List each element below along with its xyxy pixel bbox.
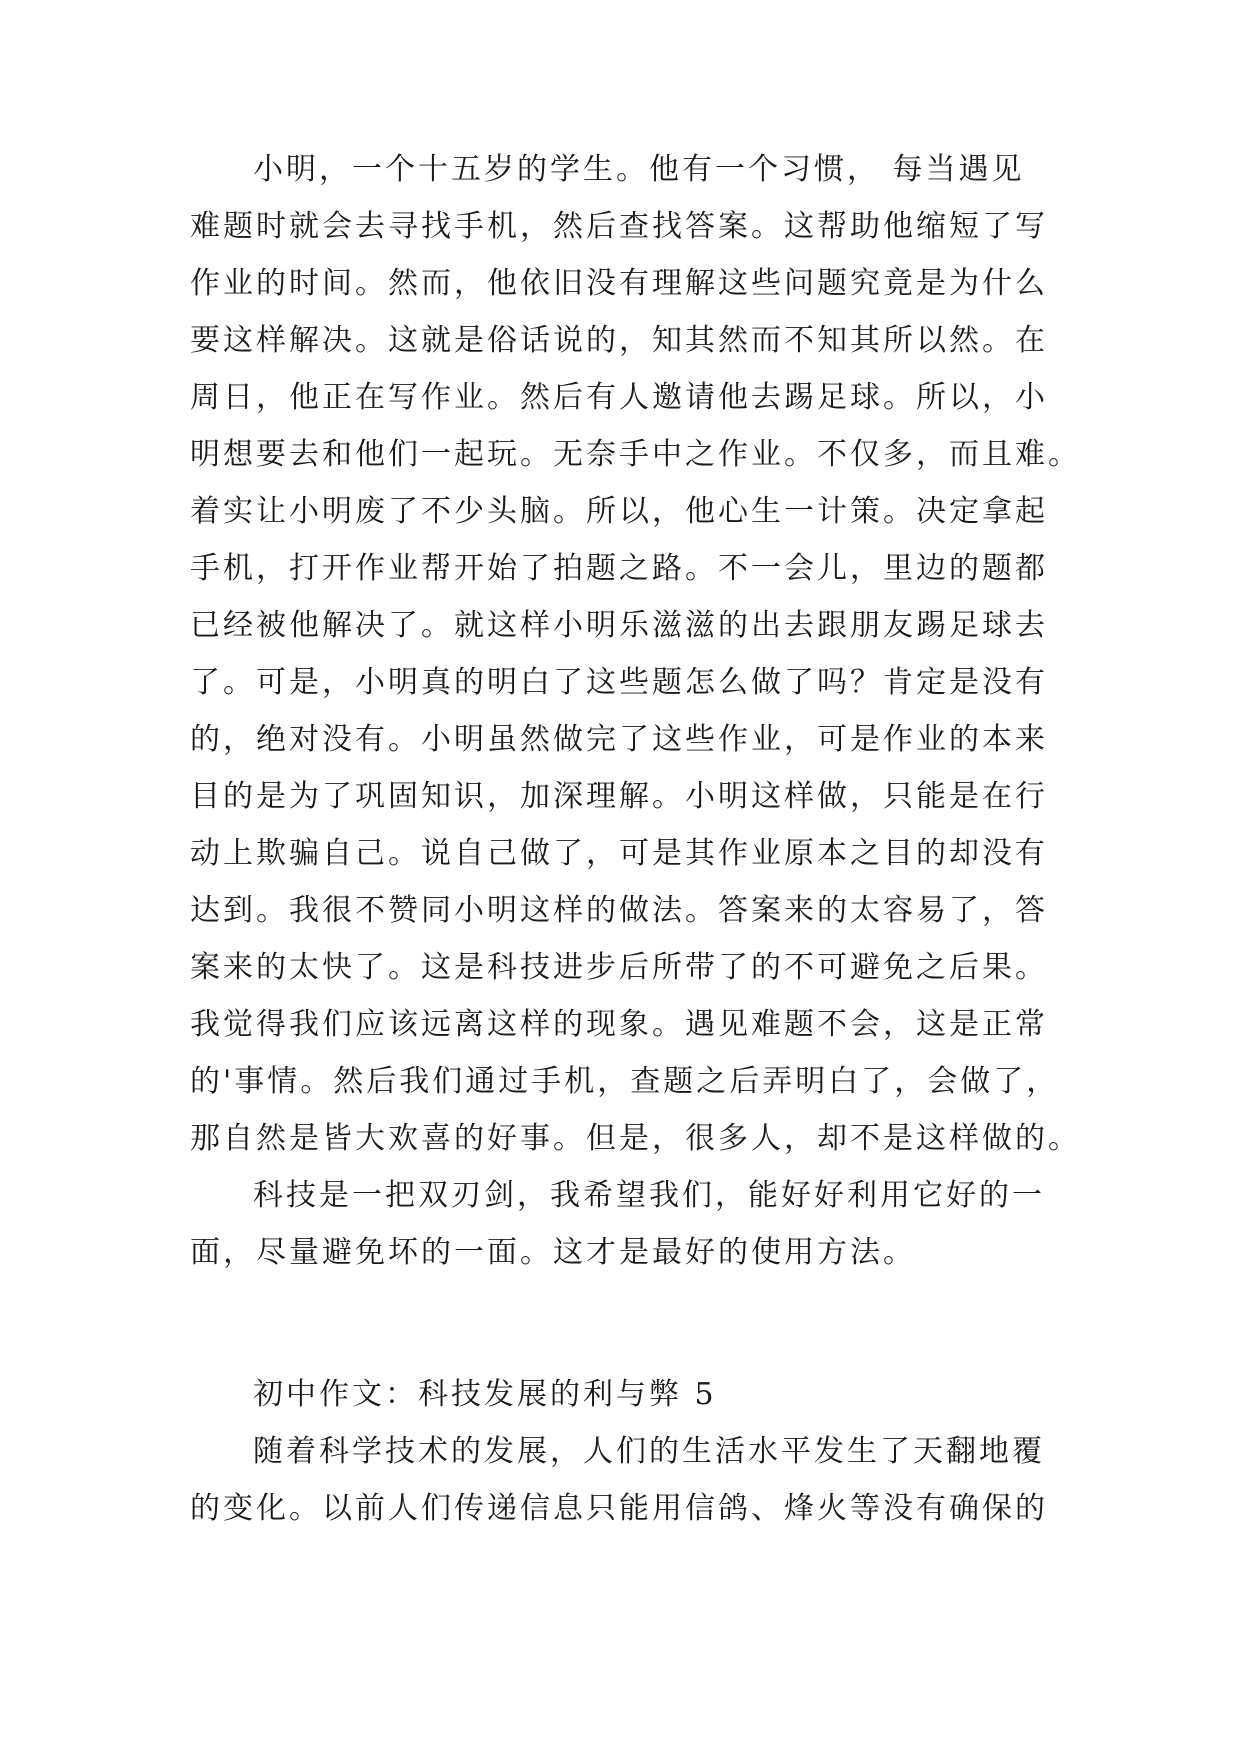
section-title: 初中作文：科技发展的利与弊 5: [253, 1377, 717, 1412]
text-line: 的，绝对没有。小明虽然做完了这些作业，可是作业的本来: [190, 722, 1048, 757]
text-line: 案来的太快了。这是科技进步后所带了的不可避免之后果。: [190, 950, 1048, 985]
text-line: 已经被他解决了。就这样小明乐滋滋的出去跟朋友踢足球去: [190, 608, 1048, 643]
text-line: 目的是为了巩固知识，加深理解。小明这样做，只能是在行: [190, 779, 1048, 814]
text-line: 小明，一个十五岁的学生。他有一个习惯， 每当遇见: [253, 152, 1025, 187]
text-line: 难题时就会去寻找手机，然后查找答案。这帮助他缩短了写: [190, 209, 1048, 244]
text-line: 着实让小明废了不少头脑。所以，他心生一计策。决定拿起: [190, 494, 1048, 529]
text-line: 的变化。以前人们传递信息只能用信鸽、烽火等没有确保的: [190, 1491, 1048, 1526]
text-line: 随着科学技术的发展，人们的生活水平发生了天翻地覆: [253, 1434, 1045, 1469]
text-line: 科技是一把双刃剑，我希望我们，能好好利用它好的一: [253, 1178, 1045, 1213]
text-line: 手机，打开作业帮开始了拍题之路。不一会儿，里边的题都: [190, 551, 1048, 586]
text-line: 达到。我很不赞同小明这样的做法。答案来的太容易了，答: [190, 893, 1048, 928]
text-line: 那自然是皆大欢喜的好事。但是，很多人，却不是这样做的。: [190, 1121, 1081, 1156]
text-line: 的'事情。然后我们通过手机，查题之后弄明白了，会做了，: [190, 1064, 1060, 1099]
text-line: 面，尽量避免坏的一面。这才是最好的使用方法。: [190, 1235, 916, 1270]
text-line: 动上欺骗自己。说自己做了，可是其作业原本之目的却没有: [190, 836, 1048, 871]
text-line: 作业的时间。然而，他依旧没有理解这些问题究竟是为什么: [190, 266, 1048, 301]
text-line: 明想要去和他们一起玩。无奈手中之作业。不仅多，而且难。: [190, 437, 1081, 472]
text-line: 我觉得我们应该远离这样的现象。遇见难题不会，这是正常: [190, 1007, 1048, 1042]
text-line: 周日，他正在写作业。然后有人邀请他去踢足球。所以，小: [190, 380, 1048, 415]
text-line: 了。可是，小明真的明白了这些题怎么做了吗？肯定是没有: [190, 665, 1048, 700]
text-line: 要这样解决。这就是俗话说的，知其然而不知其所以然。在: [190, 323, 1048, 358]
